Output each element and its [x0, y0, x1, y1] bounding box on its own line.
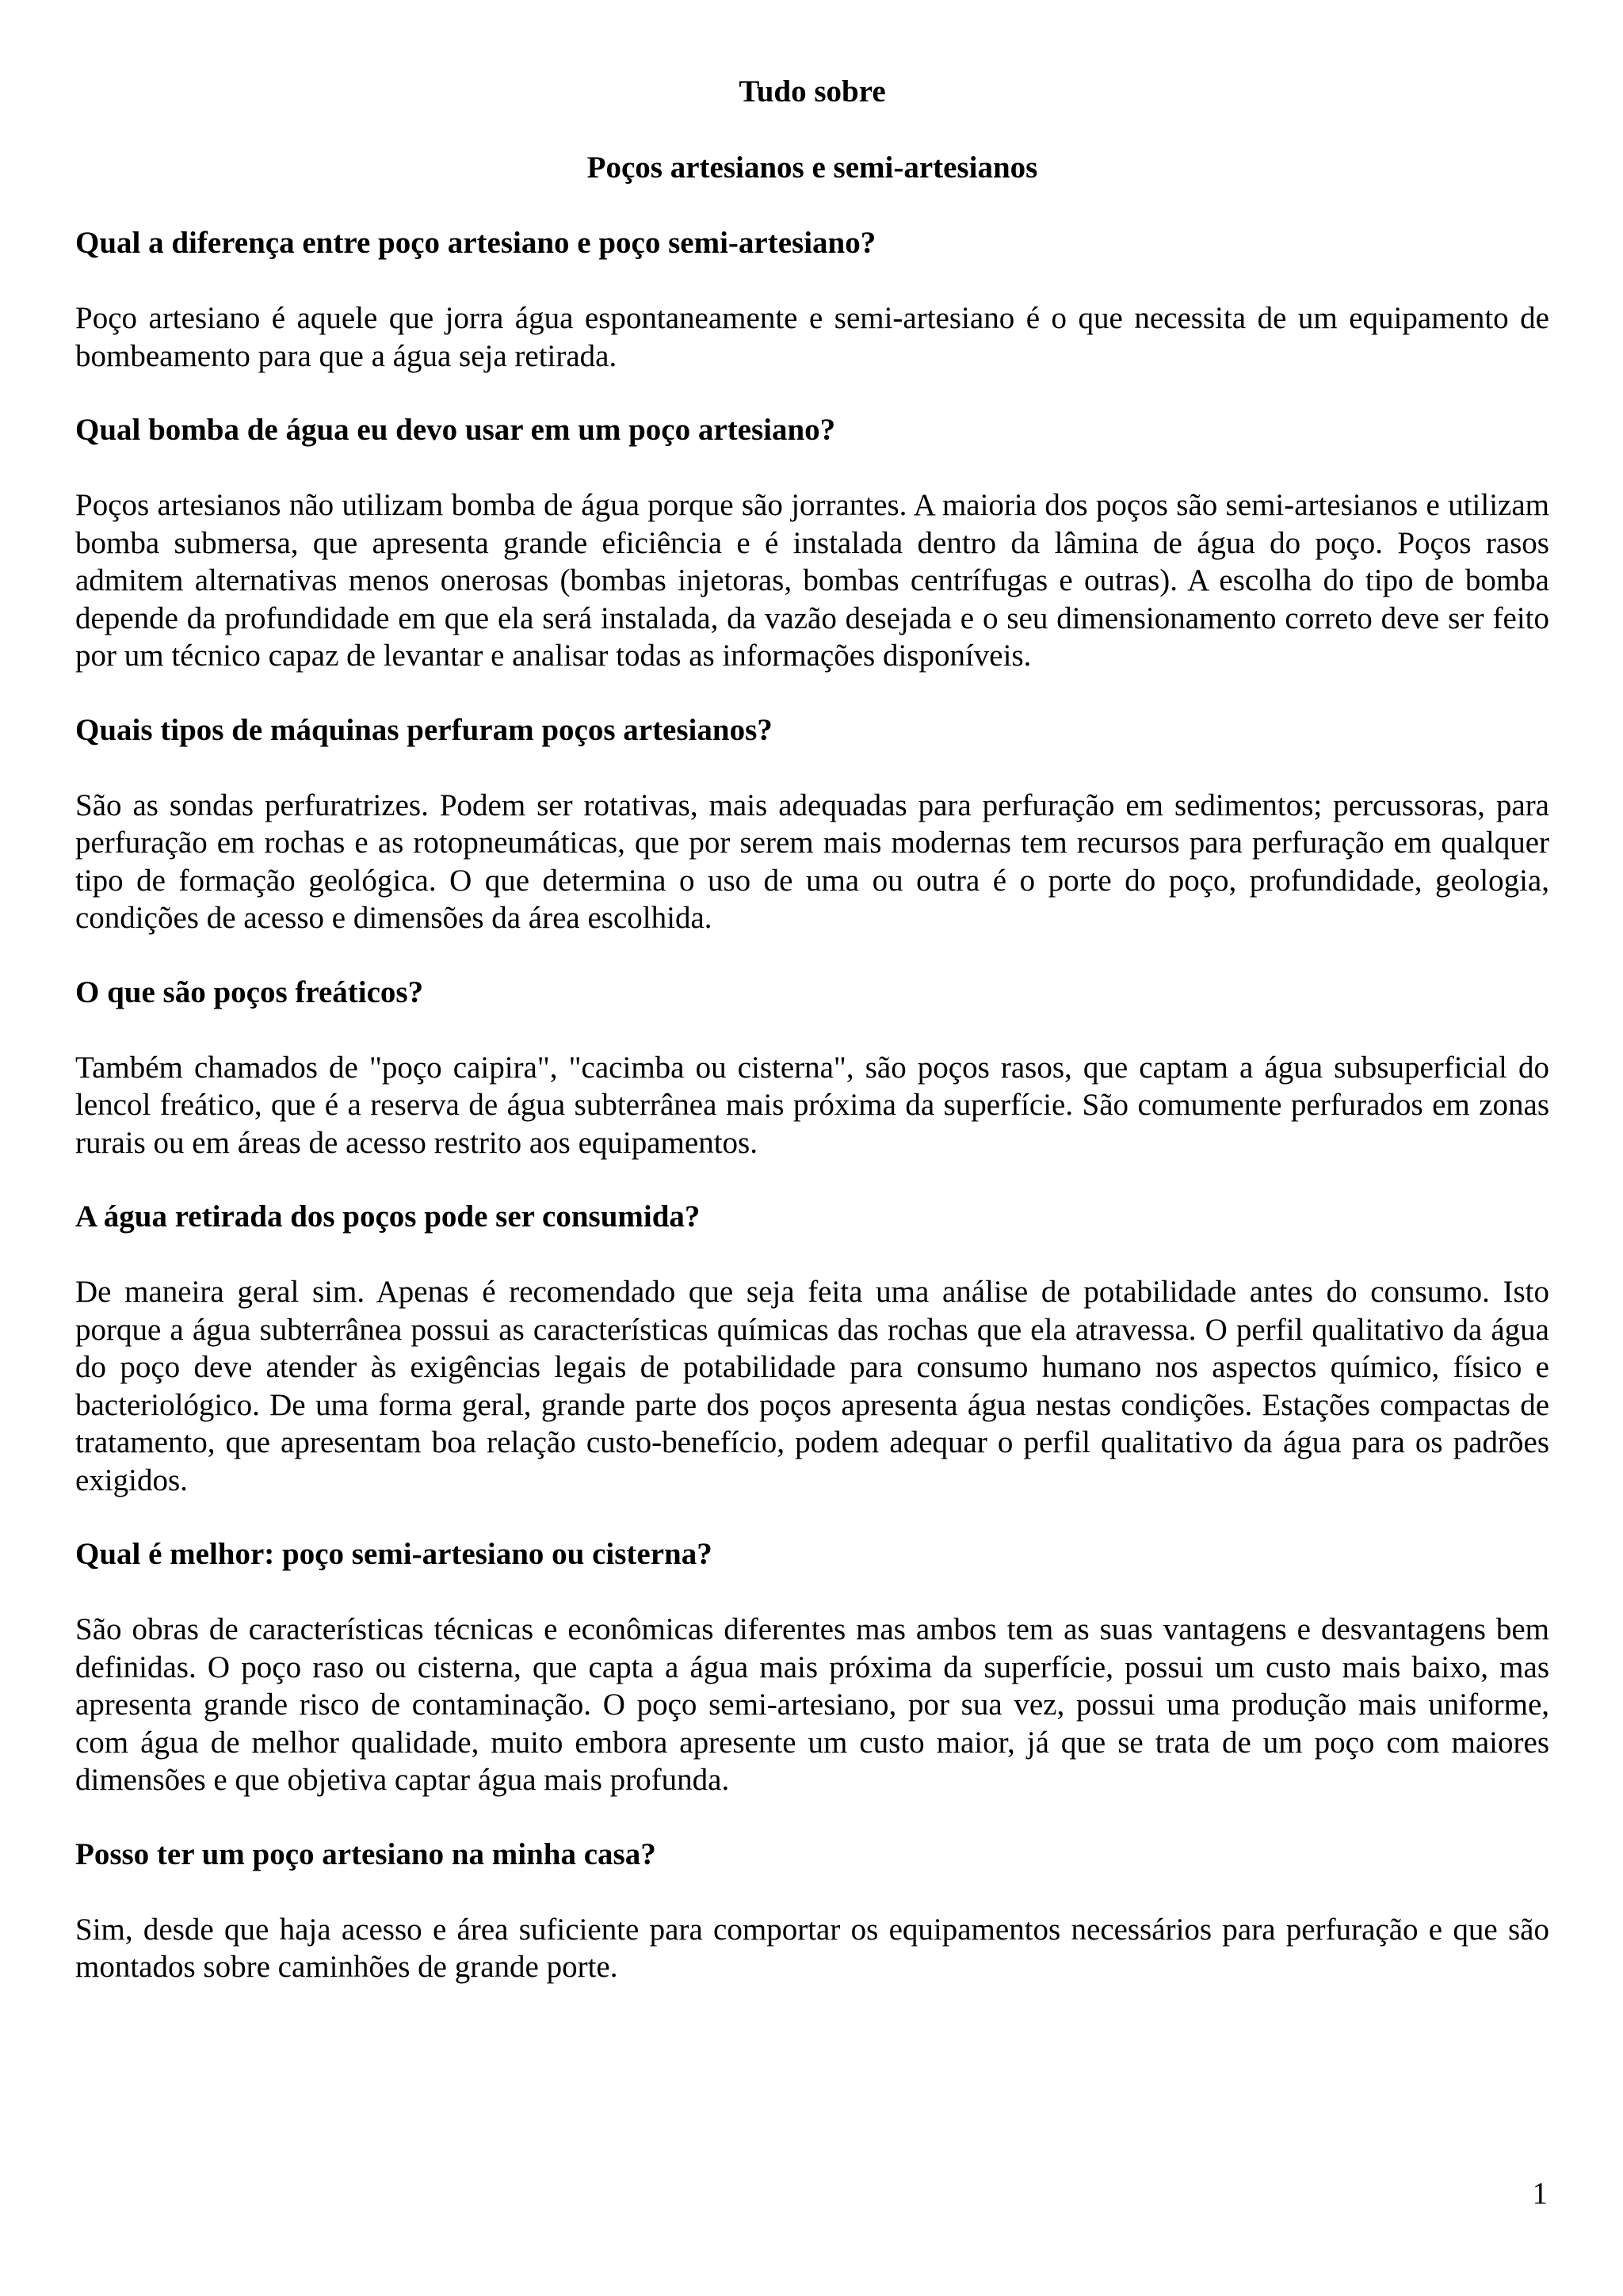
faq-answer: São obras de características técnicas e econômicas diferentes mas ambos tem as suas vantagens e desvantagens bem definidas. O poço raso ou cisterna, que capta a água mais próxima da superfície, possui um custo mais baixo, mas apresenta grande risco de contaminação. O poço semi-artesiano, por sua vez, possui uma produção mais uniforme, com água de melhor qualidade, muito embora apresente um custo maior, já que se trata de um poço com maiores dimensões e que objetiva captar água mais profunda.: [75, 1612, 1549, 1797]
faq-question: Quais tipos de máquinas perfuram poços artesianos?: [75, 712, 773, 747]
document-page: [75, 73, 1549, 2023]
faq-question: A água retirada dos poços pode ser consumida?: [75, 1199, 701, 1234]
faq-answer: Poços artesianos não utilizam bomba de água porque são jorrantes. A maioria dos poços são semi-artesianos e utilizam bomba submersa, que apresenta grande eficiência e é instalada dentro da lâmina de água do poço. Poços rasos admitem alternativas menos onerosas (bombas injetoras, bombas centrífugas e outras). A escolha do tipo de bomba depende da profundidade em que ela será instalada, da vazão desejada e o seu dimensionamento correto deve ser feito por um técnico capaz de levantar e analisar todas as informações disponíveis.: [75, 488, 1549, 673]
faq-section: [75, 411, 1549, 675]
faq-question: Qual bomba de água eu devo usar em um poço artesiano?: [75, 413, 836, 447]
faq-answer: De maneira geral sim. Apenas é recomendado que seja feita uma análise de potabilidade antes do consumo. Isto porque a água subterrânea possui as características químicas das rochas que ela atravessa. O perfil qualitativo da água do poço deve atender às exigências legais de potabilidade para consumo humano nos aspectos químico, físico e bacteriológico. De uma forma geral, grande parte dos poços apresenta água nestas condições. Estações compactas de tratamento, que apresentam boa relação custo-benefício, podem adequar o perfil qualitativo da água para os padrões exigidos.: [75, 1275, 1549, 1497]
faq-section: [75, 224, 1549, 375]
document-subtitle: Poços artesianos e semi-artesianos: [586, 151, 1038, 185]
faq-section: [75, 711, 1549, 937]
faq-section: [75, 1535, 1549, 1799]
faq-answer: Poço artesiano é aquele que jorra água espontaneamente e semi-artesiano é o que necessita de um equipamento de bombeamento para que a água seja retirada.: [75, 301, 1549, 373]
faq-question: O que são poços freáticos?: [75, 974, 424, 1009]
faq-answer: São as sondas perfuratrizes. Podem ser rotativas, mais adequadas para perfuração em sedimentos; percussoras, para perfuração em rochas e as rotopneumáticas, que por serem mais modernas tem recursos para perfuração em qualquer tipo de formação geológica. O que determina o uso de uma ou outra é o porte do poço, profundidade, geologia, condições de acesso e dimensões da área escolhida.: [75, 788, 1549, 935]
faq-section: [75, 974, 1549, 1162]
document-title: Tudo sobre: [739, 74, 886, 109]
faq-question: Posso ter um poço artesiano na minha casa?: [75, 1836, 656, 1871]
page-number: 1: [1532, 2176, 1548, 2210]
faq-answer: Sim, desde que haja acesso e área suficiente para comportar os equipamentos necessários para perfuração e que são montados sobre caminhões de grande porte.: [75, 1912, 1549, 1984]
faq-section: [75, 1198, 1549, 1499]
faq-section: [75, 1836, 1549, 1986]
faq-question: Qual a diferença entre poço artesiano e poço semi-artesiano?: [75, 226, 876, 260]
faq-answer: Também chamados de "poço caipira", "cacimba ou cisterna", são poços rasos, que captam a água subsuperficial do lencol freático, que é a reserva de água subterrânea mais próxima da superfície. São comumente perfurados em zonas rurais ou em áreas de acesso restrito aos equipamentos.: [75, 1050, 1549, 1160]
faq-question: Qual é melhor: poço semi-artesiano ou cisterna?: [75, 1537, 712, 1571]
